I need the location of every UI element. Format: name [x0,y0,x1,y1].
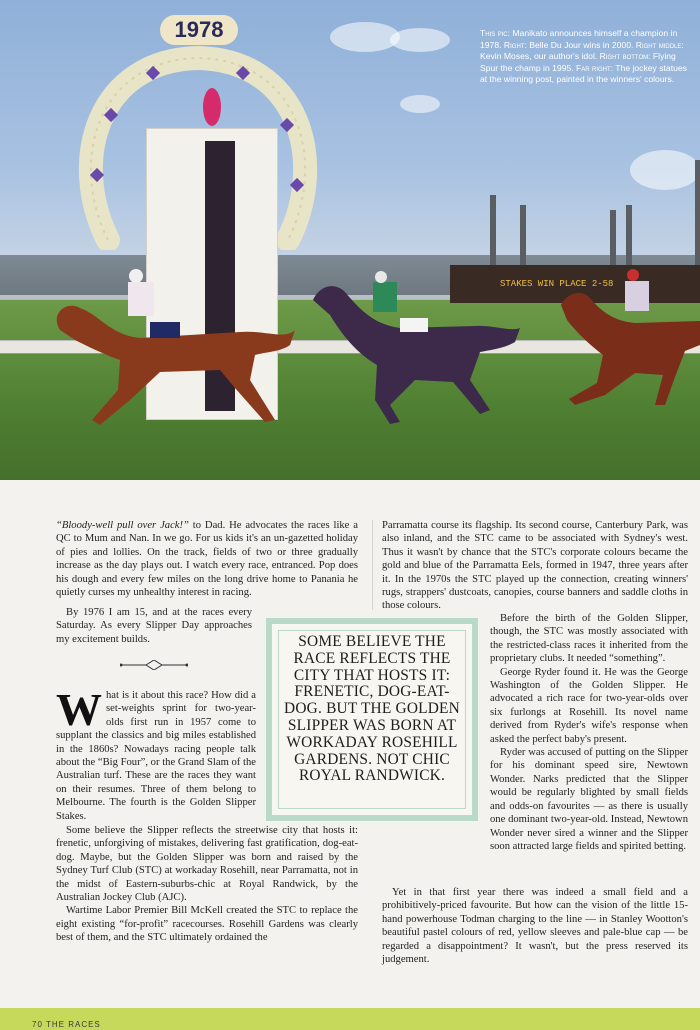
caption-text: Flying Spur the champ in 1995. [480,51,676,73]
column-rule [372,520,373,610]
paragraph: George Ryder found it. He was the George Washington of the Golden Slipper. He advocated a rich race for two-year-olds over six furlongs at Rosehill. Its novel name derived from Ryder's wife's response when asked the perfect baby's present. [490,666,688,745]
winning-post-marker [203,88,221,126]
quote-text: “Bloody-well pull over Jack!” [56,520,189,531]
caption-text: Belle Du Jour wins in 2000. [529,39,634,50]
paragraph: Parramatta course its flagship. Its second course, Canterbury Park, was also inland, and the STC came to be associated with Sydney's west. Thus it wasn't by chance that the STC's corporate colours became the gold and blue of the Parramatta Eels, formed in 1947, three years after it. In the 1970s the STC played up the connection, creating winners' rugs, strappers' dustcoats, canopies, course banners and saddle cloths in those colours. [382,520,688,612]
caption-label: Right: [503,39,527,50]
hero-photo [0,0,700,480]
caption-label: Far right: [576,62,614,73]
right-column-bottom [382,886,688,966]
caption-label: This pic: [480,28,511,38]
caption-text: The jockey statues at the winning post, painted in the winners' colours. [480,62,687,84]
year-badge: 1978 [160,15,238,45]
paragraph: Some believe the Slipper reflects the streetwise city that hosts it: frenetic, unforgiving of mistakes, delivering fast gratification, dog-eat-dog. Maybe, but the Golden Slipper was born and raised by the Sydney Turf Club (STC) at workaday Rosehill, near Parramatta, not in the midst of Eastern-suburbs-chic at Royal Randwick, by the Australian Jockey Club (AJC). [56,825,358,904]
pull-quote-text: SOME BELIEVE THE RACE REFLECTS THE CITY THAT HOSTS IT: FRENETIC, DOG-EAT-DOG. BUT THE GOLDEN SLIPPER WAS BORN AT WORKADAY ROSEHILL GARDENS. NOT CHIC ROYAL RANDWICK. [284,633,460,785]
paragraph: Ryder was accused of putting on the Slipper for his dominant speed sire, Newtown Wonder. Narks predicted that the Slipper would be regularly blighted by small fields and odds-on favourites — as there is usually one dominant two-year-old. Instead, Newtown Wonder never sired a winner and the Slipper soon attracted large fields and spirited betting. [490,747,688,852]
paragraph: Before the birth of the Golden Slipper, though, the STC was mostly associated with the restricted-class races it inherited from the proprietary clubs. It needed “something”. [490,613,688,665]
horse-second [305,270,525,430]
photo-caption [480,28,695,86]
pull-quote [266,618,478,821]
caption-label: Right middle: [635,39,684,50]
dropcap: W [56,684,102,735]
ornament-divider [120,660,188,670]
page-footer: 70 THE RACES [32,1020,101,1029]
paragraph: By 1976 I am 15, and at the races every Saturday. As every Slipper Day approaches my excitement builds. [56,607,252,645]
paragraph: Wartime Labor Premier Bill McKell created the STC to replace the eight existing “for-profit” racecourses. Rosehill Gardens was clearly best of them, and the STC ultimately ordained the [56,905,358,944]
paragraph: Yet in that first year there was indeed a small field and a prohibitively-priced favourite. But how can the vision of the little 15-hand powerhouse Todman charging to the line — in Stanley Wootton's beautiful pastel colours of red, yellow sleeves and pale-blue cap — be regarded a disappointment? It wasn't, but the press reserved its judgement. [382,887,688,966]
left-column-bottom [56,824,358,945]
footer-bar [0,1008,700,1030]
left-column-top [56,519,358,599]
caption-text: Manikato announces himself a champion in 1978. [480,28,678,50]
left-column-middle [56,684,256,823]
right-column-middle [490,612,688,853]
caption-label: Right bottom: [599,51,651,61]
left-column-p2 [56,606,252,646]
paragraph: “Bloody-well pull over Jack!” to Dad. He advocates the races like a QC to Mum and Nan. In we go. For us kids it's an un-gazetted holiday of pies and lollies. On the track, fields of two or three gradually increase as the day plays out. I watch every race, entranced. Pop does his dough and every few miles on the long drive home to Panania he quietly curses my unhealthy interest in racing. [56,520,358,599]
paragraph: What is it about this race? How did a set-weights sprint for two-year-olds first run in 1957 come to supplant the classics and big miles established in the 1860s? Nowadays racing people talk about the “Big Four”, or the Grand Slam of the Australian turf. These are the races they want on their resumes. Three of them belong to Melbourne. The fourth is the Golden Slipper Stakes. [56,684,256,822]
scoreboard-text: STAKES WIN PLACE 2-58 [500,279,614,289]
horse-manikato [40,260,300,430]
right-column-top [382,519,688,613]
horse-third [555,265,700,415]
caption-text: Kevin Moses, our author's idol. [480,51,598,61]
